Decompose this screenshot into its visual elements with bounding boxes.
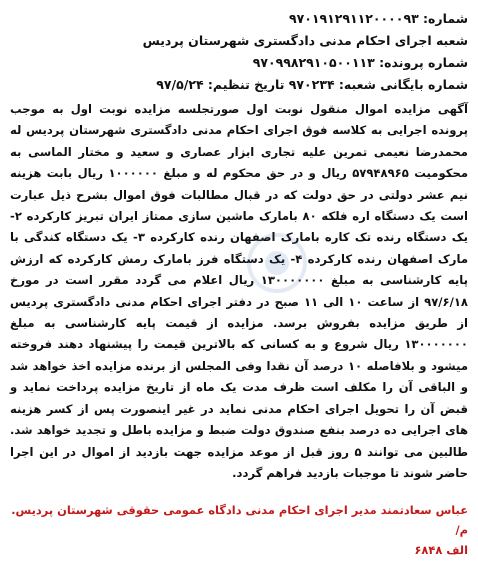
- notice-body: آگهی مزایده اموال منقول نوبت اول صورتجلسه مزایده نوبت اول به موجب پرونده اجرایی به کلاسه فوق اجرای احکام مدنی دادگستری شهرستان پردیس له محمدرضا نعیمی تمرین علیه تجاری ابزار عصاری و سعید و مختار الماسی به محکومیت ۵۷۹۴۸۹۶۵ ریال و در حق محکوم له و مبلغ ۱۰۰۰۰۰۰ ریال بابت هزینه نیم عشر دولتی در حق دولت که در قبال مطالبات فوق اموال بشرح ذیل عبارت است یک دستگاه اره فلکه ۸۰ بامارک ماشین سازی ممتاز ایران تبریز کارکرده ۲- یک دستگاه رنده تک کاره بامارک اصفهان رنده کارکرده ۳- یک دستگاه کندگی با مارک اصفهان رنده کارکرده ۴- یک دستگاه فرز بامارک رمش کارکرده که ارزش پایه کارشناسی به مبلغ ۱۳۰۰۰۰۰۰۰ ریال اعلام می گردد مقرر است در مورخ ۹۷/۶/۱۸ از ساعت ۱۰ الی ۱۱ صبح در دفتر اجرای احکام مدنی دادگستری پردیس از طریق مزایده بفروش برسد. مزایده از قیمت پایه کارشناسی به مبلغ ۱۳۰۰۰۰۰۰۰ ریال شروع و به کسانی که بالاترین قیمت را پیشنهاد دهند فروخته میشود و بلافاصله ۱۰ درصد آن نقدا وفی المجلس از برنده مزایده اخذ خواهد شد و الباقی آن را مکلف است ظرف مدت یک ماه از تاریخ مزایده پرداخت نماید و قبض آن را تحویل اجرای احکام مدنی نماید در غیر اینصورت پس از کسر هزینه های اجرایی ده درصد بنفع صندوق دولت ضبط و مزایده باطل و تجدید خواهد شد. طالبین می توانند ۵ روز قبل از موعد مزایده جهت بازدید از اموال در این اجرا حاضر شوند تا موجبات بازدید فراهم گردد.: [10, 102, 468, 480]
- notice-number: شماره: ۹۷۰۱۹۱۲۹۱۱۲۰۰۰۰۹۳: [289, 11, 468, 26]
- reference-code: الف ۶۸۴۸: [414, 543, 468, 558]
- signature: عباس سعادتمند مدیر اجرای احکام مدنی دادگاه عمومی حقوقی شهرستان پردیس. م/: [11, 503, 468, 538]
- branch-name: شعبه اجرای احکام مدنی دادگستری شهرستان پردیس: [142, 33, 468, 48]
- case-number: شماره پرونده: ۹۷۰۹۹۸۲۹۱۰۵۰۰۱۱۳: [252, 55, 468, 70]
- archive-and-date: شماره بایگانی شعبه: ۹۷۰۲۳۴ تاریخ تنظیم: ۹۷/۵/۲۴: [156, 77, 468, 92]
